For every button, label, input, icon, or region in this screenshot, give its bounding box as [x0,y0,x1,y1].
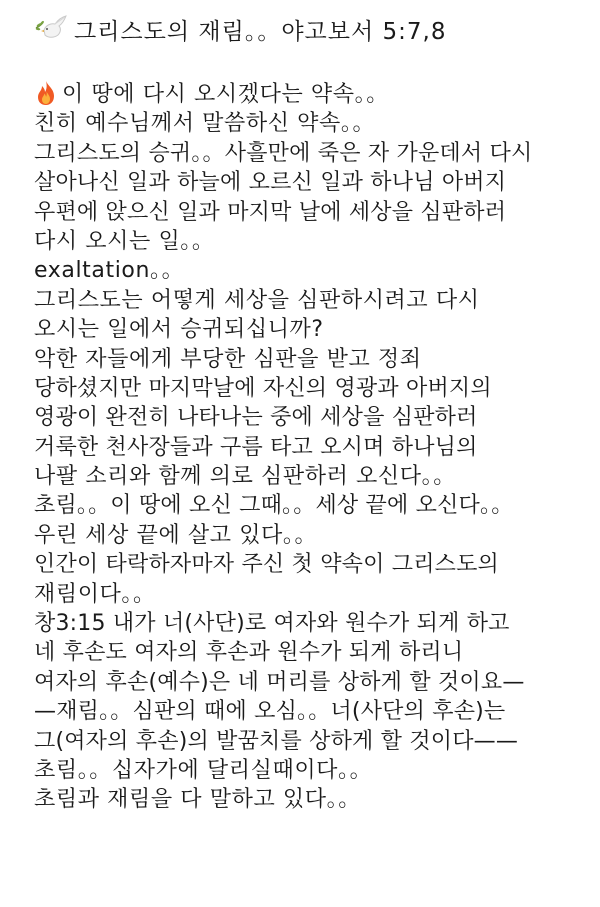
text-line: 당하셨지만 마지막날에 자신의 영광과 아버지의 [34,375,492,401]
text-line: 초림。。십자가에 달리실때이다。。 [34,757,373,783]
text-line: 나팔 소리와 함께 의로 심판하러 오신다。。 [34,464,456,490]
page-title: 그리스도의 재림。。야고보서 5:7,8 [74,18,447,45]
fire-icon [34,80,58,106]
text-line: 네 후손도 여자의 후손과 원수가 되게 하리니 [34,640,464,666]
text-line: —재림。。심판의 때에 오심。。너(사단의 후손)는 [34,699,506,725]
text-line: 이 땅에 다시 오시겠다는 약속。。 [34,80,594,109]
text-line: 초림과 재림을 다 말하고 있다。。 [34,787,361,813]
text-line: 그리스도의 승귀。。사흘만에 죽은 자 가운데서 다시 [34,140,533,166]
text-line: 오시는 일에서 승귀되십니까? [34,317,324,343]
body-text [34,80,594,815]
title-line [34,12,446,46]
text-line: 여자의 후손(예수)은 네 머리를 상하게 할 것이요— [34,669,525,695]
text-line: 초림。。이 땅에 오신 그때。。세상 끝에 오신다。。 [34,493,514,519]
text-line: 우린 세상 끝에 살고 있다。。 [34,522,318,548]
text-line: 재림이다。。 [34,581,156,607]
text-line: 거룩한 천사장들과 구름 타고 오시며 하나님의 [34,434,478,460]
text-line: 악한 자들에게 부당한 심판을 받고 정죄 [34,346,422,372]
text-line: 영광이 완전히 나타나는 중에 세상을 심판하러 [34,405,478,431]
text-line: 우편에 앉으신 일과 마지막 날에 세상을 심판하러 [34,199,507,225]
text-line: 친히 예수님께서 말씀하신 약속。。 [34,111,376,137]
text-line: 그리스도는 어떻게 세상을 심판하시려고 다시 [34,287,480,313]
text-line: 다시 오시는 일。。 [34,228,215,254]
text-line: 그(여자의 후손)의 발꿈치를 상하게 할 것이다—— [34,728,519,754]
text-line: exaltation。。 [34,258,185,284]
dove-with-olive-branch-icon [34,14,68,44]
text-line: 창3:15 내가 너(사단)로 여자와 원수가 되게 하고 [34,611,510,637]
text-line: 살아나신 일과 하늘에 오르신 일과 하나님 아버지 [34,170,507,196]
text-line: 인간이 타락하자마자 주신 첫 약속이 그리스도의 [34,552,500,578]
